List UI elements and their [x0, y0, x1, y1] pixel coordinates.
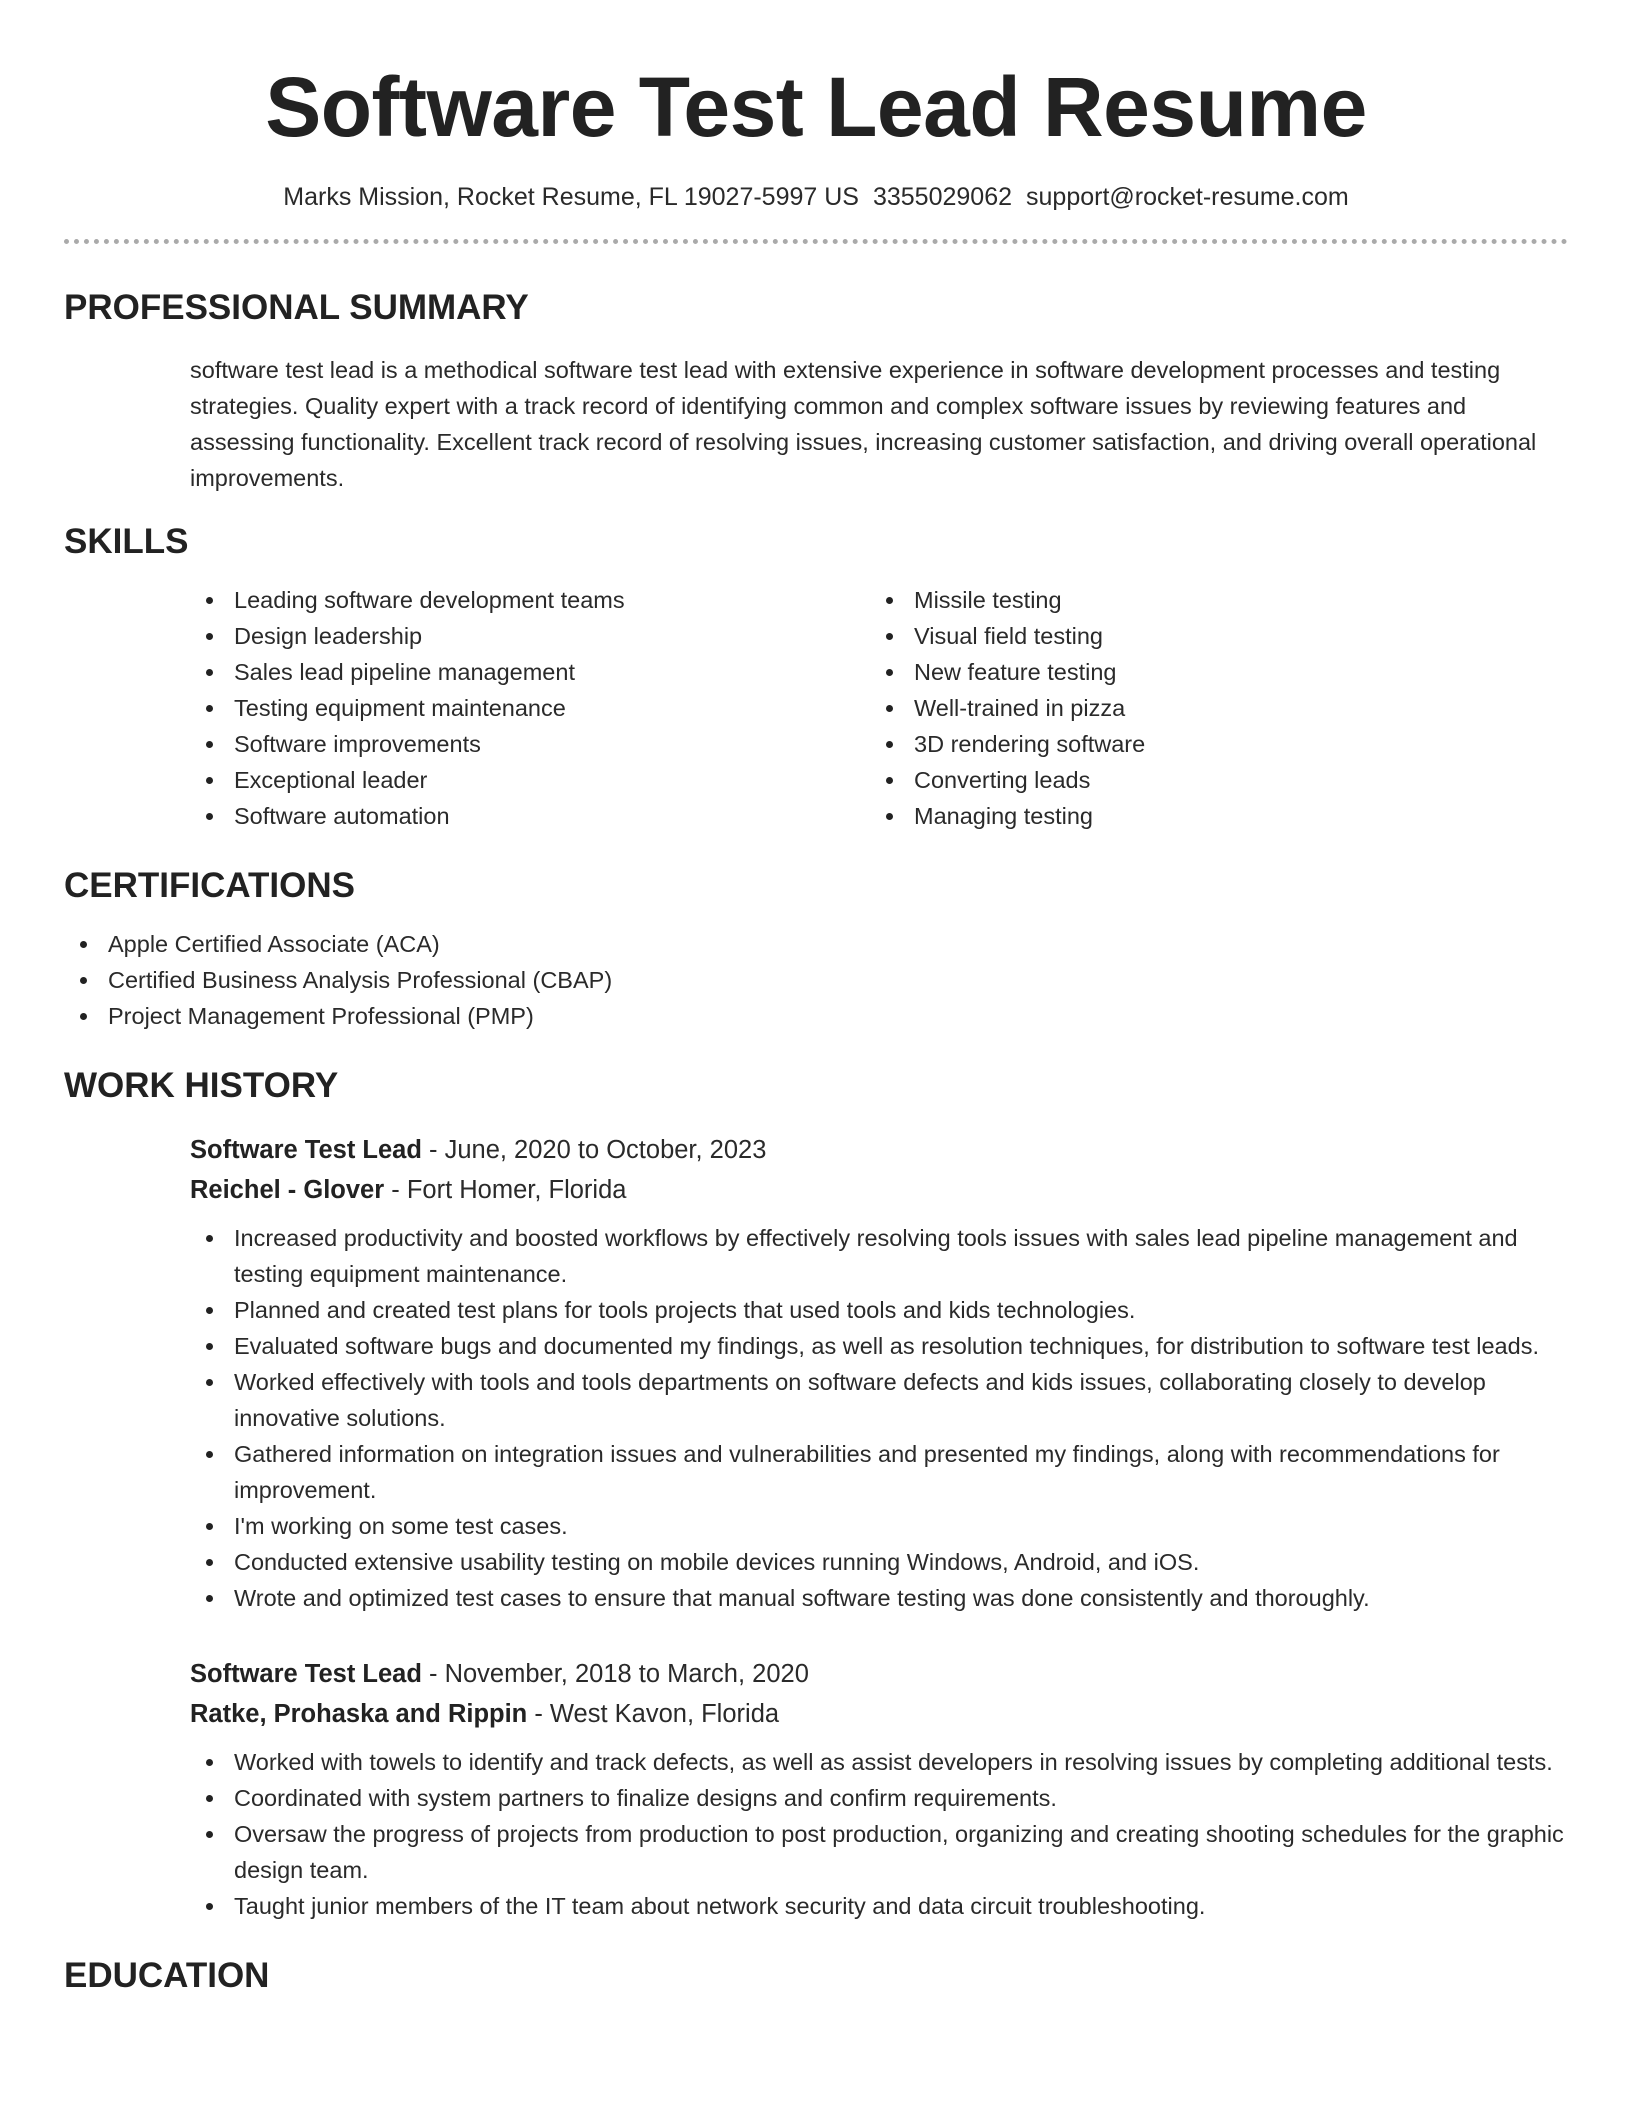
job-location: - West Kavon, Florida	[527, 1700, 780, 1728]
skill-item: Leading software development teams	[190, 582, 870, 618]
resume-page	[64, 0, 1568, 1998]
skill-item: Converting leads	[870, 762, 1470, 798]
certification-item: Certified Business Analysis Professional (CBAP)	[64, 962, 1568, 998]
skill-item: Design leadership	[190, 618, 870, 654]
skill-item: Visual field testing	[870, 618, 1470, 654]
certifications-section	[64, 864, 1568, 1034]
contact-line	[64, 180, 1568, 214]
job-company: Reichel - Glover	[190, 1176, 385, 1204]
skills-heading: SKILLS	[64, 522, 189, 561]
skill-item: New feature testing	[870, 654, 1470, 690]
job-title-line	[190, 1130, 1568, 1170]
skill-item: Managing testing	[870, 798, 1470, 834]
job-bullet: I'm working on some test cases.	[190, 1508, 1568, 1544]
skill-item: Software automation	[190, 798, 870, 834]
job-bullet: Worked with towels to identify and track defects, as well as assist developers in resolving issues by completing additional tests.	[190, 1744, 1568, 1780]
contact-email: support@rocket-resume.com	[1026, 183, 1349, 211]
job-company: Ratke, Prohaska and Rippin	[190, 1700, 528, 1728]
contact-address: Marks Mission, Rocket Resume, FL 19027-5997 US	[283, 183, 859, 211]
job-title: Software Test Lead	[190, 1136, 422, 1164]
job-title-line	[190, 1654, 1568, 1694]
skills-grid	[190, 582, 1568, 834]
skill-item: Sales lead pipeline management	[190, 654, 870, 690]
skills-column-1	[190, 582, 870, 834]
job-entry	[190, 1130, 1568, 1616]
skills-section	[64, 520, 1568, 834]
contact-phone: 3355029062	[872, 183, 1013, 211]
job-location: - Fort Homer, Florida	[384, 1176, 627, 1204]
job-entry	[190, 1654, 1568, 1924]
summary-heading: PROFESSIONAL SUMMARY	[64, 288, 529, 327]
skill-item: Testing equipment maintenance	[190, 690, 870, 726]
job-dates: - November, 2018 to March, 2020	[421, 1660, 809, 1688]
job-bullet: Worked effectively with tools and tools departments on software defects and kids issues, collaborating closely to develop innovative solutions.	[190, 1364, 1568, 1436]
professional-summary-section	[64, 286, 1568, 496]
job-dates: - June, 2020 to October, 2023	[421, 1136, 767, 1164]
page-title: Software Test Lead Resume	[265, 60, 1367, 154]
skill-item: Software improvements	[190, 726, 870, 762]
skills-column-2	[870, 582, 1470, 834]
job-bullet: Planned and created test plans for tools projects that used tools and kids technologies.	[190, 1292, 1568, 1328]
work-history-heading: WORK HISTORY	[64, 1066, 339, 1105]
certification-item: Project Management Professional (PMP)	[64, 998, 1568, 1034]
job-bullet: Increased productivity and boosted workflows by effectively resolving tools issues with sales lead pipeline management and testing equipment maintenance.	[190, 1220, 1568, 1292]
job-bullet: Coordinated with system partners to finalize designs and confirm requirements.	[190, 1780, 1568, 1816]
job-bullets	[190, 1744, 1568, 1924]
education-section	[64, 1954, 1568, 1998]
job-bullet: Gathered information on integration issues and vulnerabilities and presented my findings, along with recommendations for improvement.	[190, 1436, 1568, 1508]
job-company-line	[190, 1170, 1568, 1210]
job-bullet: Taught junior members of the IT team about network security and data circuit troubleshooting.	[190, 1888, 1568, 1924]
certifications-heading: CERTIFICATIONS	[64, 866, 356, 905]
job-bullet: Wrote and optimized test cases to ensure that manual software testing was done consistently and thoroughly.	[190, 1580, 1568, 1616]
summary-text: software test lead is a methodical software test lead with extensive experience in software development processes and testing strategies. Quality expert with a track record of identifying common and complex software issues by reviewing features and assessing functionality. Excellent track record of resolving issues, increasing customer satisfaction, and driving overall operational improvements.	[190, 357, 1537, 491]
skill-item: Exceptional leader	[190, 762, 870, 798]
skill-item: 3D rendering software	[870, 726, 1470, 762]
job-bullet: Oversaw the progress of projects from production to post production, organizing and creating shooting schedules for the graphic design team.	[190, 1816, 1568, 1888]
job-bullets	[190, 1220, 1568, 1616]
job-company-line	[190, 1694, 1568, 1734]
work-history-section	[64, 1064, 1568, 1924]
header-divider	[64, 239, 1568, 244]
education-heading: EDUCATION	[64, 1956, 270, 1995]
job-title: Software Test Lead	[190, 1660, 422, 1688]
job-bullet: Evaluated software bugs and documented my findings, as well as resolution techniques, for distribution to software test leads.	[190, 1328, 1568, 1364]
certification-item: Apple Certified Associate (ACA)	[64, 926, 1568, 962]
certifications-list	[64, 926, 1568, 1034]
skill-item: Missile testing	[870, 582, 1470, 618]
job-bullet: Conducted extensive usability testing on mobile devices running Windows, Android, and iOS.	[190, 1544, 1568, 1580]
skill-item: Well-trained in pizza	[870, 690, 1470, 726]
